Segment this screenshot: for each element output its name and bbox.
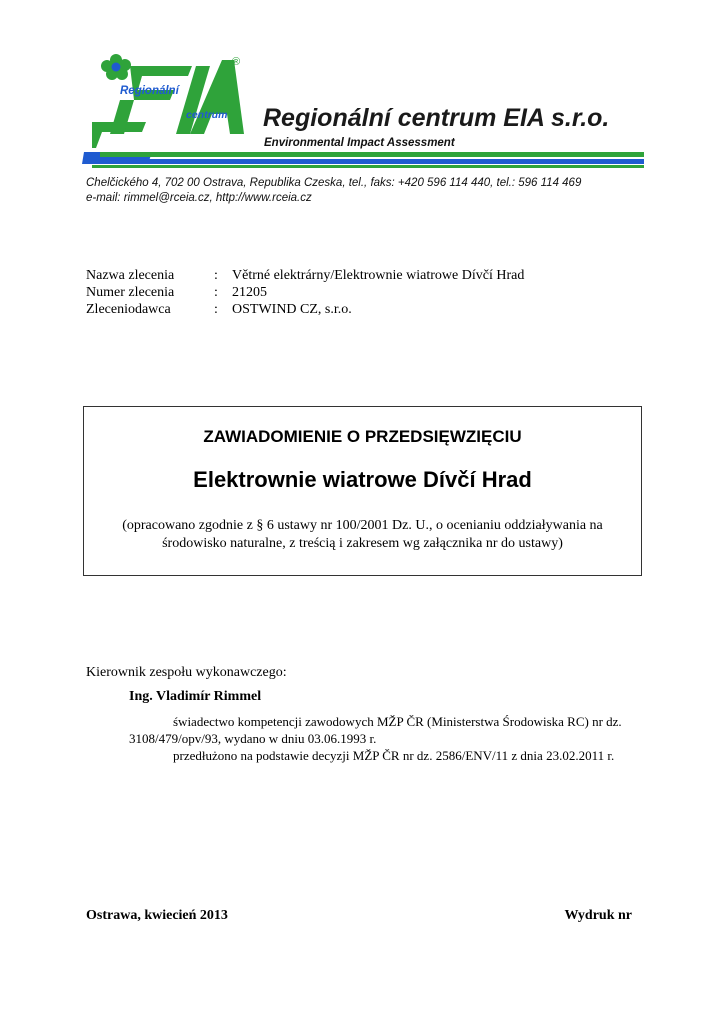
header-rule-blue xyxy=(96,159,644,164)
contact-email-web: e-mail: rimmel@rceia.cz, http://www.rceia.cz xyxy=(86,192,312,204)
team-lead-name: Ing. Vladimír Rimmel xyxy=(129,689,262,704)
contact-address: Chelčického 4, 702 00 Ostrava, Republika Czeska, tel., faks: +420 596 114 440, tel.: 596 114 469 xyxy=(86,177,582,189)
notice-heading: ZAWIADOMIENIE O PRZEDSIĘWZIĘCIU xyxy=(203,427,522,446)
meta-colon: : xyxy=(214,302,218,317)
legal-basis-note: (opracowano zgodnie z § 6 ustawy nr 100/2001 Dz. U., o ocenianiu oddziaływania na środowisko naturalne, z treścią i zakresem wg załącznika nr do ustawy) xyxy=(122,518,603,551)
certificate-line-1: świadectwo kompetencji zawodowych MŽP ČR (Ministerstwa Środowiska RC) nr dz. xyxy=(173,714,622,729)
header-rule-green xyxy=(100,152,644,157)
place-date: Ostrawa, kwiecień 2013 xyxy=(86,908,228,923)
project-title: Elektrownie wiatrowe Dívčí Hrad xyxy=(193,467,532,492)
registered-mark: ® xyxy=(232,56,241,68)
certificate-line-2: 3108/479/opv/93, wydano w dniu 03.06.1993 r. xyxy=(129,731,377,746)
company-subtitle: Environmental Impact Assessment xyxy=(264,137,455,149)
meta-label: Zleceniodawca xyxy=(86,302,171,317)
notice-box xyxy=(83,406,642,576)
meta-colon: : xyxy=(214,285,218,300)
meta-value: 21205 xyxy=(232,285,267,300)
company-logo xyxy=(82,52,252,168)
header-rule-green-lower xyxy=(92,165,644,168)
meta-value: Větrné elektrárny/Elektrownie wiatrowe Dívčí Hrad xyxy=(232,268,525,283)
certificate-line-3: przedłużono na podstawie decyzji MŽP ČR nr dz. 2586/ENV/11 z dnia 23.02.2011 r. xyxy=(173,748,615,763)
meta-colon: : xyxy=(214,268,218,283)
logo-bottom-text: centrum xyxy=(186,109,228,121)
meta-label: Nazwa zlecenia xyxy=(86,268,175,283)
company-name: Regionální centrum EIA s.r.o. xyxy=(263,104,610,132)
meta-value: OSTWIND CZ, s.r.o. xyxy=(232,302,352,317)
print-number-label: Wydruk nr xyxy=(564,908,632,923)
logo-top-text: Regionální xyxy=(120,85,179,97)
meta-label: Numer zlecenia xyxy=(86,285,175,300)
flower-icon xyxy=(101,54,131,80)
team-lead-label: Kierownik zespołu wykonawczego: xyxy=(86,665,287,680)
